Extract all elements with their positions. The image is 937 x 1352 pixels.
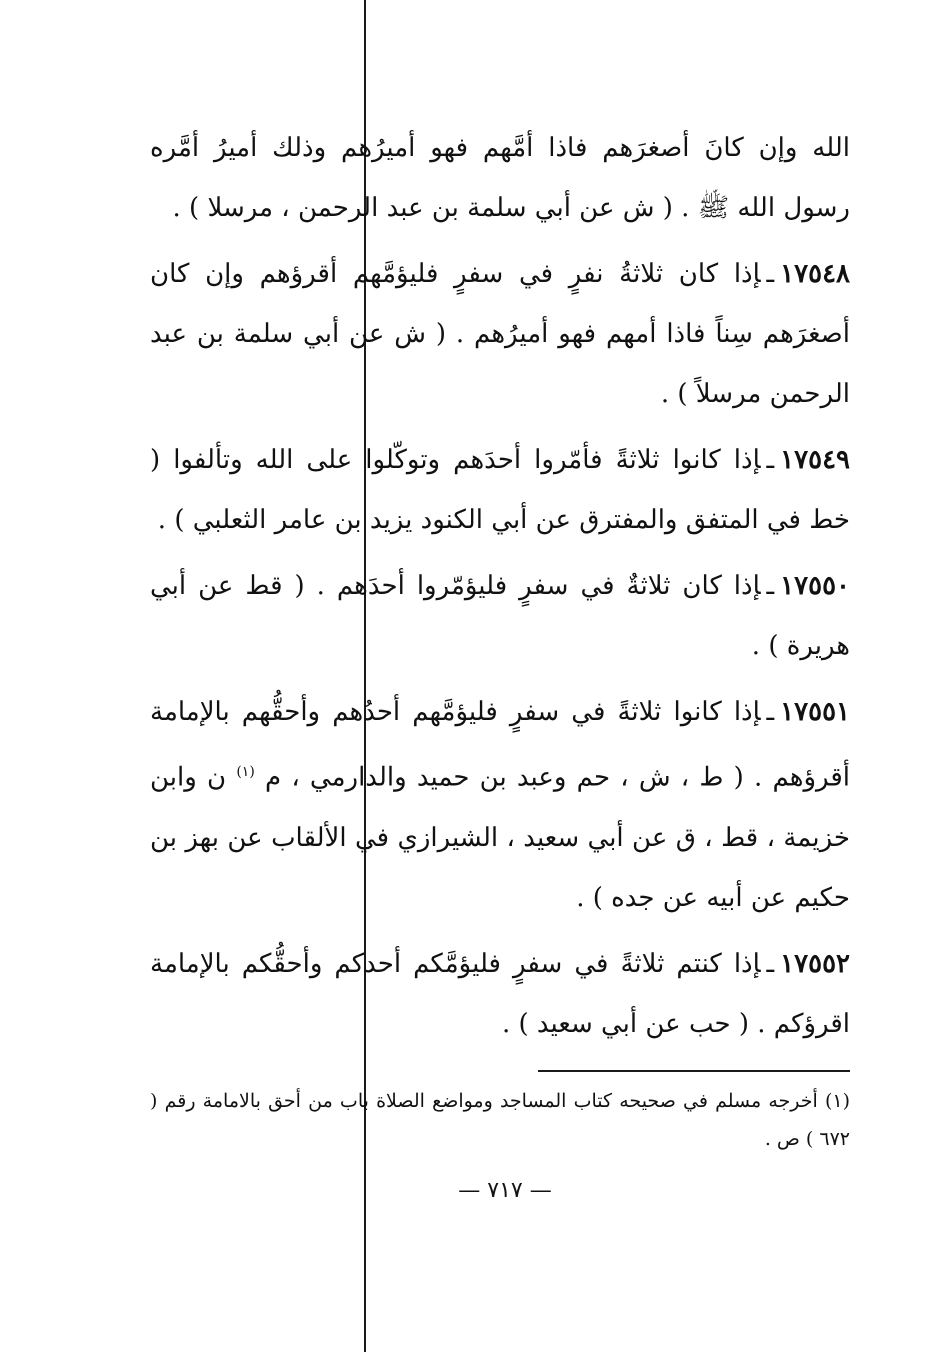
hadith-text-continued: ن وابن خزيمة ، قط ، ق عن أبي سعيد ، الشيرازي في الألقاب عن بهز بن حكيم عن أبيه عن جده ) . (150, 762, 850, 913)
footnote-reference: (١) (236, 764, 255, 780)
hadith-entry (150, 244, 850, 424)
hadith-entry (150, 682, 850, 928)
footnote: (١) أخرجه مسلم في صحيحه كتاب المساجد ومواضع الصلاة باب من أحق بالامامة رقم ( ٦٧٢ ) ص . (150, 1090, 850, 1150)
hadith-text: إذا كانوا ثلاثةً في سفرٍ فليؤمَّهم أحدُهم وأحقُّهم بالإمامة أقرؤهم . ( ط ، ش ، حم وعبد بن حميد والدارمي ، م (150, 697, 851, 793)
hadith-number: ١٧٥٥٠ (780, 571, 850, 601)
entry-separator: ـ (766, 445, 775, 475)
hadith-text: إذا كان ثلاثةٌ في سفرٍ فليؤمّروا أحدَهم . ( قط عن أبي هريرة ) . (150, 571, 850, 661)
entry-separator: ـ (766, 571, 775, 601)
hadith-entry (150, 934, 850, 1054)
entry-separator: ـ (766, 697, 775, 727)
continuation-paragraph: الله وإن كانَ أصغرَهم فاذا أمَّهم فهو أميرُهم وذلك أميرُ أمَّره رسول الله ﷺ . ( ش عن أبي سلمة بن عبد الرحمن ، مرسلا ) . (150, 133, 850, 223)
entry-separator: ـ (766, 259, 775, 289)
hadith-number: ١٧٥٤٨ (780, 259, 850, 289)
hadith-entry (150, 556, 850, 676)
hadith-text: إذا كانوا ثلاثةً فأمّروا أحدَهم وتوكّلوا على الله وتألفوا ( خط في المتفق والمفترق عن أبي الكنود يزيد بن عامر الثعلبي ) . (150, 445, 850, 535)
hadith-entry (150, 430, 850, 550)
hadith-number: ١٧٥٥٢ (780, 948, 850, 979)
hadith-text: إذا كان ثلاثةُ نفرٍ في سفرٍ فليؤمَّهم أقرؤهم وإن كان أصغرَهم سِناً فاذا أمهم فهو أميرُهم . ( ش عن أبي سلمة بن عبد الرحمن مرسلاً ) . (150, 259, 850, 409)
page-number: — ٧١٧ — (458, 1178, 552, 1203)
footnote-divider (538, 1070, 850, 1072)
hadith-number: ١٧٥٥١ (780, 697, 850, 727)
hadith-number: ١٧٥٤٩ (780, 445, 850, 475)
hadith-text-block (150, 118, 850, 1060)
entry-separator: ـ (766, 948, 775, 979)
hadith-text: إذا كنتم ثلاثةً في سفرٍ فليؤمَّكم أحدكم وأحقُّكم بالإمامة اقرؤكم . ( حب عن أبي سعيد ) . (150, 948, 850, 1039)
